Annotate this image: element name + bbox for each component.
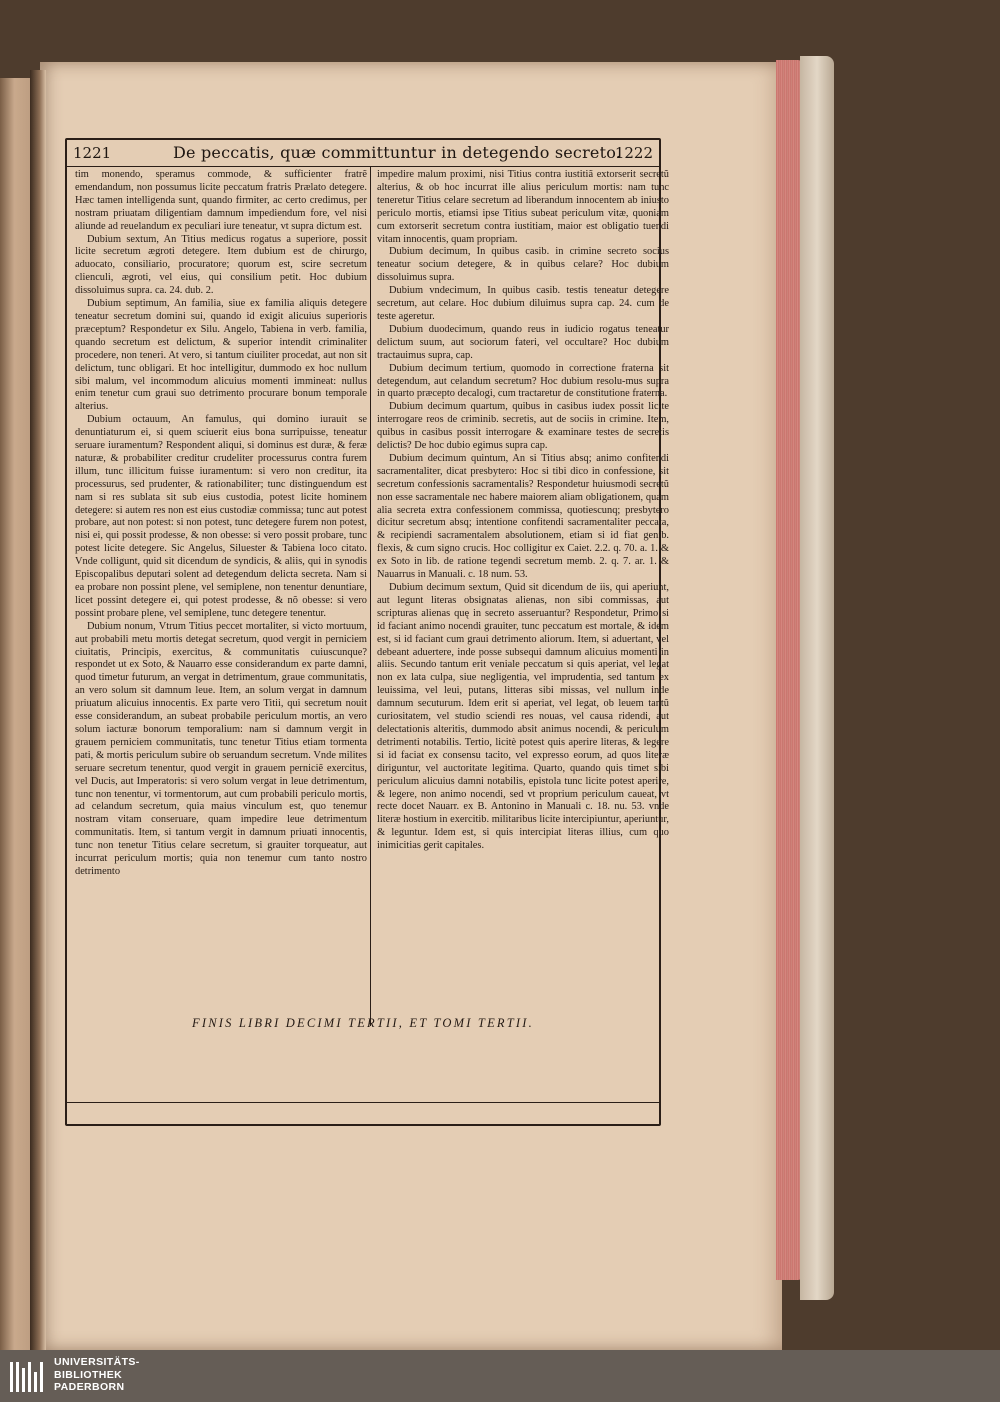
colophon: FINIS LIBRI DECIMI TERTII, ET TOMI TERTII. — [192, 1016, 534, 1030]
book-cover-edge — [800, 56, 834, 1300]
footer-rule — [67, 1102, 659, 1103]
paragraph: Dubium decimum sextum, Quid sit dicendum de iis, qui aperiunt, aut legunt literas obsignatas alienas, non sibi commissas, aut scripturas alienas quę in secreto asseruantur? Respondetur, Primo si id faciant animo nocendi grauiter, tunc peccatum est mortale, & idem est, si id faciant cum graui detrimento aliorum. Item, si aduertant, vel debeant aduertere, inde posse subsequi damnum alicuius momenti in aliis. Secundo tantum erit veniale peccatum si quis aperiat, vel legat non ex lata culpa, siue negligentia, vel imprudentia, sed tantum ex leuissima, vel leui, putans, litteras sibi missas, vel nullum inde damnum secuturum. Idem erit si aperiat, vel legat, ob leuem tantũ curiositatem, vel studio sciendi res nouas, vel causa ridendi, aut delectationis alteritis, dummodo absit animus nocendi, & periculum detrimenti notabilis. Tertio, licitè potest quis aperire literas, & legere si id faciat ex consensu tacito, vel expresso eorum, ad quos literæ diriguntur, vel auctoritate legitima. Quarto, quando quis timet sibi periculum alicuius damni notabilis, epistola tunc licite potest aperire, & legere, non animo nocendi, sed vt proprium periculum caueat, vt recte docet Nauarr. ex B. Antonino in Manuali c. 18. nu. 53. vnde literæ hostium in exercitib. militaribus licite intercipiuntur, aperiuntur, & leguntur. Idem est, si quis intercipiat literas illius, cum quo inimicitias gerit capitales. — [377, 582, 669, 852]
library-name-line: UNIVERSITÄTS- — [54, 1356, 140, 1368]
column-rule — [370, 166, 371, 1026]
paragraph: Dubium septimum, An familia, siue ex familia aliquis detegere teneatur secretum domini sui, quando id exigit alicuius superioris præceptum? Respondetur ex Silu. Angelo, Tabiena in verb. familia, quando secretum est delictum, & superior intendit criminaliter procedere, non teneri. At vero, si tantum ciuiliter procedat, aut non sit delictum, tunc obligari. Et hoc intelligitur, dummodo ex hoc nullum sibi malum, vel incommodum alicuius momenti immineat: nullus enim tenetur cum graui suo detrimento procurare bonum temporale alterius. — [75, 298, 367, 413]
header-rule — [67, 166, 659, 167]
paragraph: tim monendo, speramus commode, & sufficienter fratrẽ emendandum, non possumus licite peccatum fratris Prælato detegere. Hæc tamen intelligenda sunt, quando firmiter, ac certo credimus, per nostram priuatam diligentiam damnum impediendum fore, vel nisi aliunde ad reuelandum ex peculiari iure teneatur, vt supra dictum est. — [75, 169, 367, 232]
paragraph: Dubium decimum, In quibus casib. in crimine secreto socius teneatur socium detegere, & in quibus celare? Hoc dubium dissoluimus supra. — [377, 246, 669, 284]
page-number-left: 1221 — [73, 144, 112, 162]
paragraph: impedire malum proximi, nisi Titius contra iustitiã extorserit secretũ alterius, & ob hoc incurrat ille alius periculum mortis: nam tunc teneretur Titius celare secretum ad liberandum innocentem ab iniusto periculo mortis, etiamsi ipse Titius subeat periculum vitæ, quoniam cum extorserit secretum contra iustitiam, maior est obligatio tuendi vitam innocentis, quam propriam. — [377, 169, 669, 245]
paragraph: Dubium decimum tertium, quomodo in correctione fraterna sit detegendum, aut celandum secretum? Hoc dubium resolu-mus supra in quarto præcepto decalogi, cum tractaretur de constitutione fraterna. — [377, 362, 669, 400]
paragraph: Dubium decimum quintum, An si Titius absq; animo confitendi sacramentaliter, dicat presbytero: Hoc si tibi dico in confessione, sit secretum confessionis sacramentalis? Respondetur huiusmodi secretũ non esse sacramentale nec habere maiorem aliam obligationem, quam alia secreta extra confessionem commissa, quotiescunq; presbytero dicitur secretum absq; intentione confitendi sacramentaliter peccata, & recipiendi sacramentalem absolutionem, etiam si id fiat genib. flexis, & cum signo crucis. Hoc colligitur ex Caiet. 2.2. q. 70. a. 1. & ex Soto in lib. de ratione tegendi secretum memb. 2. q. 7. ar. 1. & Nauarrus in Manuali. c. 18 num. 53. — [377, 452, 669, 581]
library-name-line: BIBLIOTHEK — [54, 1368, 123, 1381]
paragraph: Dubium duodecimum, quando reus in iudicio rogatus teneatur delictum suum, aut sociorum fateri, vel occultare? Hoc dubium tractauimus supra, cap. — [377, 323, 669, 361]
page-edges — [776, 60, 802, 1280]
paragraph: Dubium decimum quartum, quibus in casibus iudex possit licite interrogare reos de criminib. secretis, aut de sociis in crimine. Item, quibus in casibus possit interrogare & examinare testes de secretis delictis? De hoc dubio egimus supra cap. — [377, 401, 669, 452]
right-column — [377, 169, 669, 853]
paragraph: Dubium vndecimum, In quibus casib. testis teneatur detegere secretum, aut celare. Hoc dubium diluimus supra cap. 24. cum de teste ageretur. — [377, 285, 669, 322]
library-name-line: PADERBORN — [54, 1381, 125, 1393]
page-number-right: 1222 — [614, 144, 653, 162]
library-footer — [0, 1350, 1000, 1402]
library-logo-icon — [8, 1358, 46, 1396]
book-gutter — [30, 70, 46, 1350]
running-head: De peccatis, quæ committuntur in detegendo secreto. — [173, 143, 622, 162]
paragraph: Dubium sextum, An Titius medicus rogatus a superiore, possit licite secretum ægroti detegere. Item dubium est de chirurgo, aduocato, consiliario, procuratore; quorum est, scire secretum clienculi, ægroti, vel eius, qui consilium petit. Hoc dubium dissoluimus supra. ca. 24. dub. 2. — [75, 233, 367, 297]
text-frame — [65, 138, 669, 1126]
left-column — [75, 169, 367, 879]
paragraph: Dubium octauum, An famulus, qui domino iurauit se denuntiaturum ei, si quem sciuerit eius bona surripuisse, teneatur seruare iuramentum? Respondent aliqui, si dominus est duræ, & feræ naturæ, & probabiliter creditur crudeliter processurus contra furem illum, tunc illicitum fuisse iuramentum: si vero non creditur, ita processurus, sed prudenter, & rationabiliter; tunc distinguendum est nam si res sublata sit sub eius custodia, potest licite hominem detegere: si autem res non est eius custodiæ commissa; tunc aut potest probare, aut non potest: si non potest, tunc detegere furem non potest, nisi ei, qui possit prodesse, & non obesse: si vero possit probare, tunc potest licite detegere. Sic Angelus, Siluester & Tabiena loco citato. Vnde colligunt, quid sit dicendum de syndicis, & aliis, qui in synodis Episcopalibus deputari solent ad detegendum delicta secreta. Nam si ea probare non possint plene, vel semiplene, non tenentur denuntiare, licet possint detegere ei, qui potest prodesse, & nõ obesse: si vero possint probare plene, vel semiplene, tunc detegere tenentur. — [75, 414, 367, 619]
library-name — [54, 1356, 140, 1394]
paragraph: Dubium nonum, Vtrum Titius peccet mortaliter, si victo mortuum, aut probabili metu mortis detegat secretum, quod vergit in perniciem ciuitatis, Principis, exercitus, & communitatis cuiuscunque? respondet ut ex Soto, & Nauarro esse considerandum ex parte damni, quod timetur futurum, an vergat in detrimentum, graue communitatis, an vero solum sit damnum leue. Item, an solum vergat in damnum priuatum alicuius innocentis. Ex parte vero Titii, qui secretum nouit esse considerandum, an subeat probabile periculum mortis, an vero solum iacturæ bonorum temporalium: nam si damnum vergit in grauem perniciem communitatis, tunc tenetur Titius etiam tormenta pati, & mortis periculum subire ob seruandum secretum. Vnde milites seruare secretum tenentur, quod vergit in grauem perniciẽ exercitus, vel Ducis, aut Imperatoris: si vero solum vergat in leue detrimentum, tunc non tenentur, vi tormentorum, aut cum probabili periculo mortis, ad celandum secretum, quia maius vinculum est, quo tenemur nostram vitam conseruare, quam impedire leue detrimentum communitatis. Item, si tantum vergit in damnum priuati innocentis, tunc non tenetur Titius celare secretum, si grauiter torqueatur, aut incurrat periculum mortis; quia non tenemur cum tanto nostro detrimento — [75, 620, 367, 877]
